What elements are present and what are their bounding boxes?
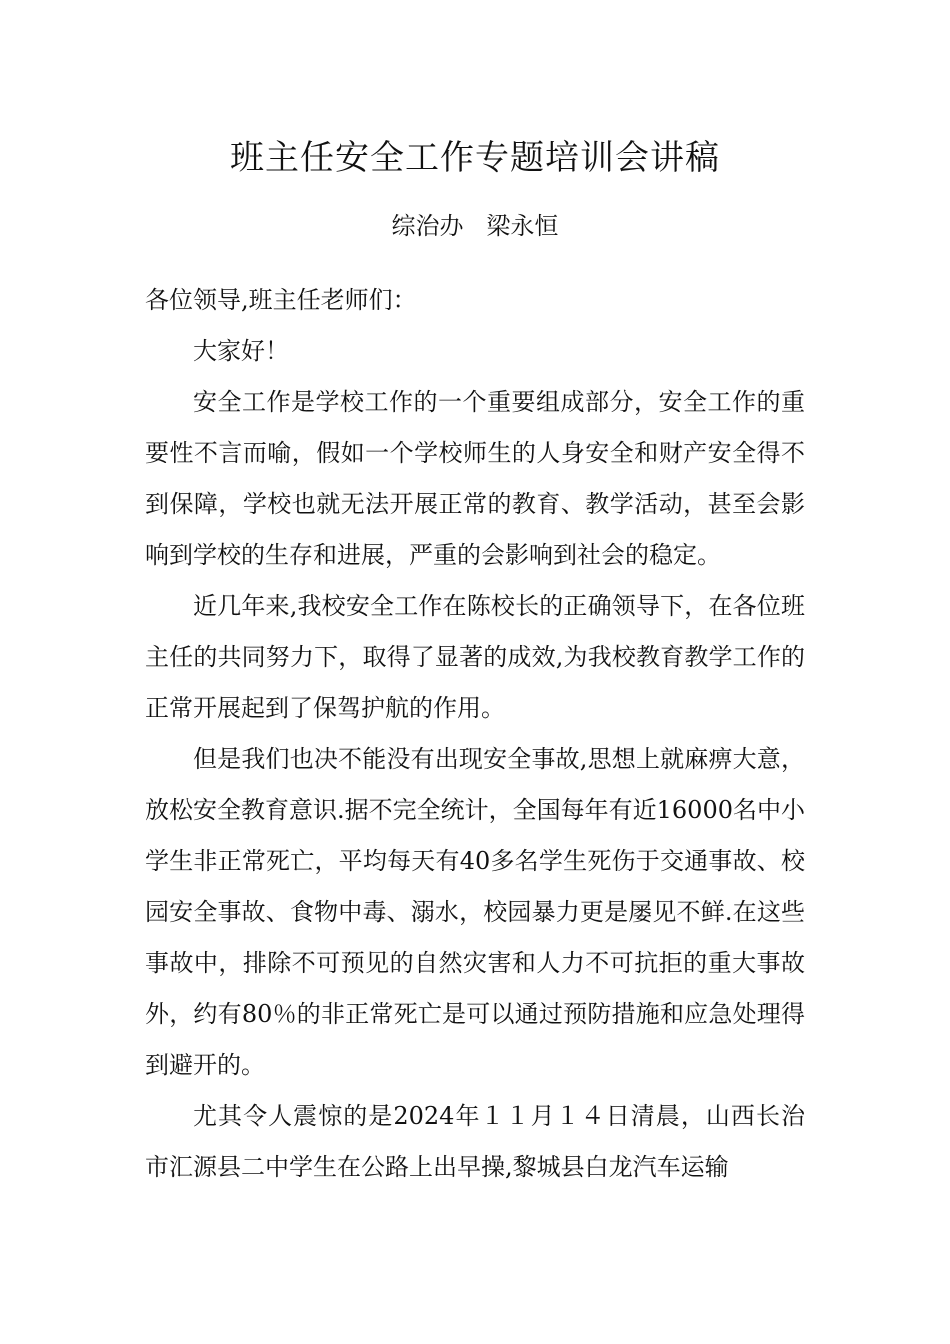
paragraph-achievements: 近几年来,我校安全工作在陈校长的正确领导下，在各位班主任的共同努力下，取得了显著的成效,为我校教育教学工作的正常开展起到了保驾护航的作用。 <box>145 592 805 722</box>
salutation: 各位领导,班主任老师们： <box>145 286 417 314</box>
paragraph-importance: 安全工作是学校工作的一个重要组成部分，安全工作的重要性不言而喻，假如一个学校师生的人身安全和财产安全得不到保障，学校也就无法开展正常的教育、教学活动，甚至会影响到学校的生存和进展，严重的会影响到社会的稳定。 <box>145 388 805 569</box>
document-body <box>145 275 805 1193</box>
paragraph-greeting: 大家好！ <box>193 337 289 365</box>
document-title: 班主任安全工作专题培训会讲稿 <box>230 138 720 178</box>
paragraph-incident: 尤其令人震惊的是2024年１１月１４日清晨，山西长治市汇源县二中学生在公路上出早操,黎城县白龙汽车运输 <box>145 1102 805 1181</box>
paragraph-statistics: 但是我们也决不能没有出现安全事故,思想上就麻痹大意，放松安全教育意识.据不完全统计，全国每年有近16000名中小学生非正常死亡，平均每天有40多名学生死伤于交通事故、校园安全事故、食物中毒、溺水，校园暴力更是屡见不鲜.在这些事故中，排除不可预见的自然灾害和人力不可抗拒的重大事故外，约有80％的非正常死亡是可以通过预防措施和应急处理得到避开的。 <box>145 745 805 1079</box>
author-line: 综治办 梁永恒 <box>391 212 559 240</box>
